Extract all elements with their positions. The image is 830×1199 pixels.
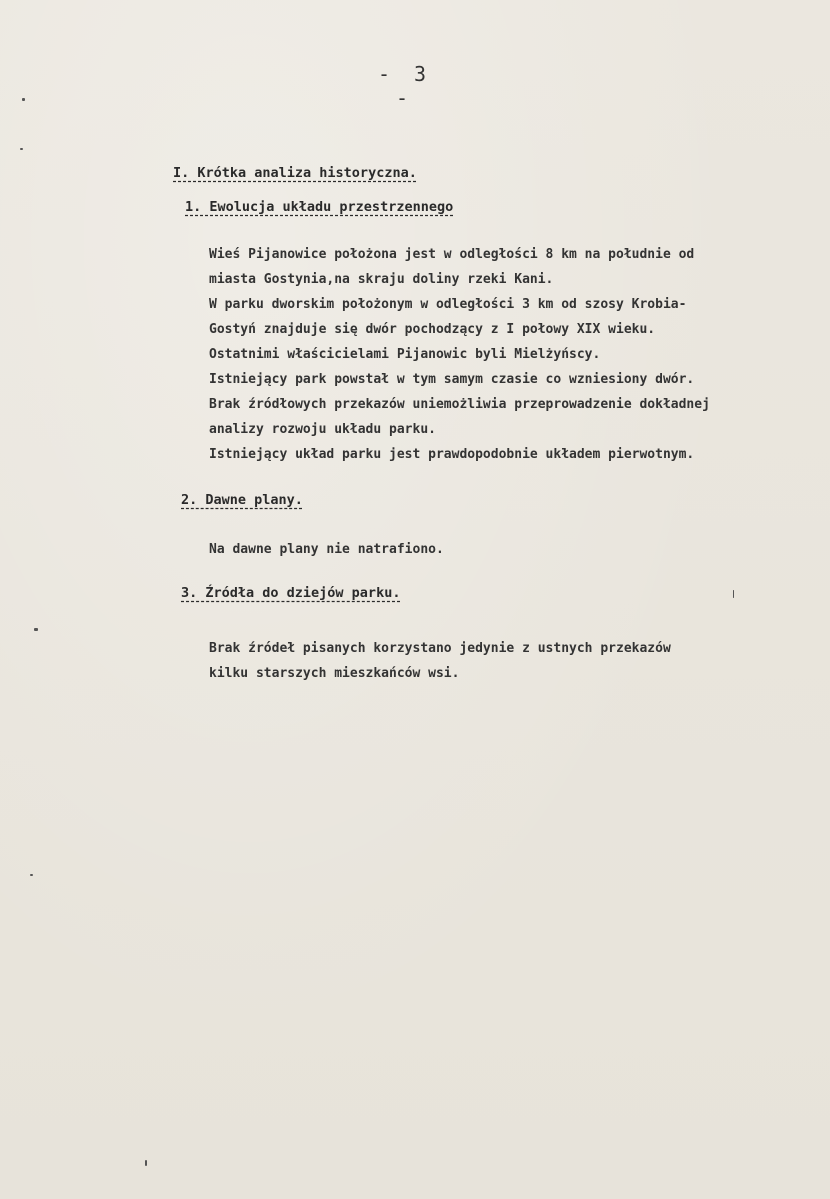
section-heading-old-plans: 2. Dawne plany. xyxy=(181,492,303,508)
scan-speck xyxy=(30,874,33,876)
text-line: Ostatnimi właścicielami Pijanowic byli Mielżyńscy. xyxy=(209,347,601,362)
scan-speck xyxy=(733,590,734,598)
scan-speck xyxy=(22,98,25,101)
main-heading: I. Krótka analiza historyczna. xyxy=(173,165,417,181)
page-number: - 3 - xyxy=(377,62,433,110)
section-heading-evolution: 1. Ewolucja układu przestrzennego xyxy=(185,199,454,215)
text-line: Na dawne plany nie natrafiono. xyxy=(209,542,444,557)
text-line: kilku starszych mieszkańców wsi. xyxy=(209,666,460,681)
text-line: Istniejący park powstał w tym samym czasie co wzniesiony dwór. xyxy=(209,372,695,387)
text-line: Wieś Pijanowice położona jest w odległości 8 km na południe od xyxy=(209,247,695,262)
scan-speck xyxy=(20,148,23,150)
text-line: W parku dworskim położonym w odległości 3 km od szosy Krobia- xyxy=(209,297,687,312)
section-body-evolution xyxy=(209,242,710,467)
text-line: Brak źródłowych przekazów uniemożliwia przeprowadzenie dokładnej xyxy=(209,397,710,412)
text-line: analizy rozwoju układu parku. xyxy=(209,422,436,437)
section-body-sources xyxy=(209,636,671,686)
text-line: Istniejący układ parku jest prawdopodobnie układem pierwotnym. xyxy=(209,447,695,462)
text-line: Brak źródeł pisanych korzystano jedynie z ustnych przekazów xyxy=(209,641,671,656)
section-heading-sources: 3. Źródła do dziejów parku. xyxy=(181,585,401,601)
text-line: miasta Gostynia,na skraju doliny rzeki Kani. xyxy=(209,272,554,287)
scan-speck xyxy=(34,628,38,631)
scan-speck xyxy=(145,1160,147,1166)
section-body-old-plans xyxy=(209,537,444,562)
text-line: Gostyń znajduje się dwór pochodzący z I połowy XIX wieku. xyxy=(209,322,656,337)
